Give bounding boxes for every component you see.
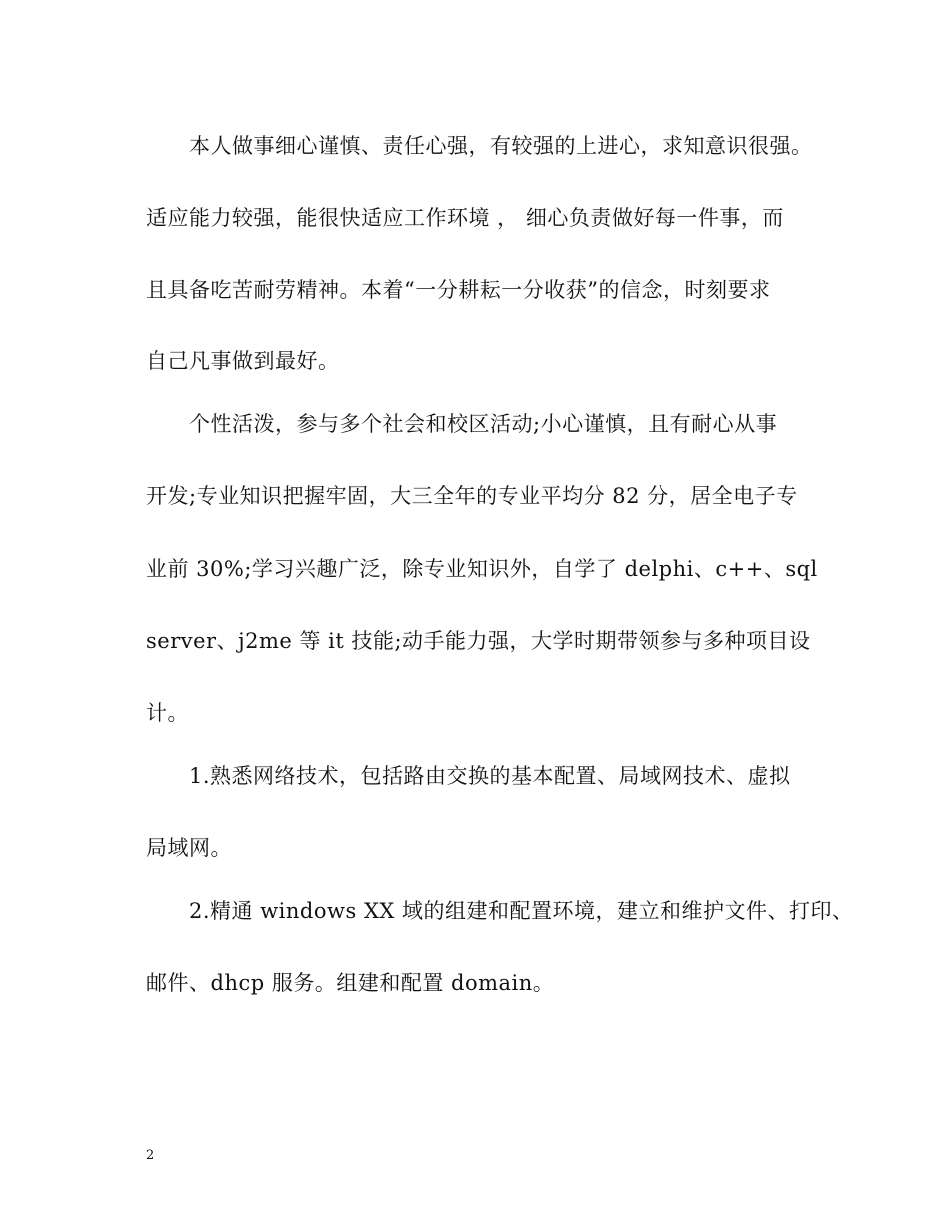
paragraph-1-line-3: 且具备吃苦耐劳精神。本着“一分耕耘一分收获”的信念，时刻要求 — [146, 278, 771, 302]
paragraph-1-line-2: 适应能力较强，能很快适应工作环境 ， 细心负责做好每一件事，而 — [146, 206, 784, 230]
list-item-2-line-1: 2.精通 windows XX 域的组建和配置环境，建立和维护文件、打印、 — [189, 899, 854, 923]
list-item-1-line-2: 局域网。 — [146, 836, 232, 860]
paragraph-2-line-1: 个性活泼，参与多个社会和校区活动;小心谨慎，且有耐心从事 — [189, 412, 778, 436]
list-item-2-line-2: 邮件、dhcp 服务。组建和配置 domain。 — [146, 971, 555, 995]
page-number: 2 — [146, 1148, 155, 1163]
paragraph-2-line-2: 开发;专业知识把握牢固，大三全年的专业平均分 82 分，居全电子专 — [146, 484, 798, 508]
paragraph-2-line-3: 业前 30%;学习兴趣广泛，除专业知识外，自学了 delphi、c++、sql — [146, 557, 818, 581]
paragraph-2-line-4: server、j2me 等 it 技能;动手能力强，大学时期带领参与多种项目设 — [146, 629, 811, 653]
paragraph-1-line-4: 自己凡事做到最好。 — [146, 349, 340, 373]
list-item-1-line-1: 1.熟悉网络技术，包括路由交换的基本配置、局域网技术、虚拟 — [189, 764, 791, 788]
paragraph-1-line-1: 本人做事细心谨慎、责任心强，有较强的上进心，求知意识很强。 — [189, 134, 813, 158]
paragraph-2-line-5: 计。 — [146, 701, 189, 725]
